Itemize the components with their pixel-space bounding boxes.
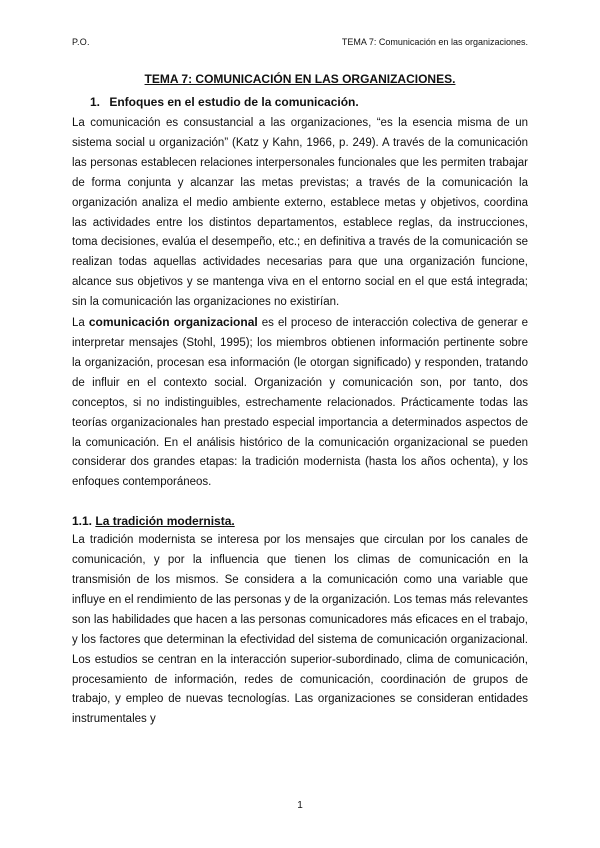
spacer xyxy=(72,493,528,512)
document-title: TEMA 7: COMUNICACIÓN EN LAS ORGANIZACIONES. xyxy=(144,72,456,86)
subsection-number: 1.1. xyxy=(72,514,93,529)
subsection-heading xyxy=(72,512,528,531)
header-left: P.O. xyxy=(72,37,90,47)
section-heading xyxy=(72,93,528,112)
section-heading-text: Enfoques en el estudio de la comunicación. xyxy=(109,95,359,109)
subsection-heading-text: La tradición modernista. xyxy=(95,514,235,529)
section-number: 1. xyxy=(90,95,101,109)
paragraph-2 xyxy=(72,313,528,493)
paragraph-2-bold-term: comunicación organizacional xyxy=(88,315,258,330)
paragraph-1: La comunicación es consustancial a las organizaciones, “es la esencia misma de un sistema social u organización” (Katz y Kahn, 1966, p. 249). A través de la comunicación las personas establecen relaciones interpersonales funcionales que les permiten trabajar de forma conjunta y alcanzar las metas previstas; a través de la comunicación la organización analiza el medio ambiente externo, establece metas y objetivos, coordina las actividades entre los distintos departamentos, establece reglas, da instrucciones, toma decisiones, evalúa el desempeño, etc.; en definitiva a través de la comunicación se realizan todas aquellas actividades necesarias para que una organización funcione, alcance sus objetivos y se mantenga viva en el entorno social en el que está integrada; sin la comunicación las organizaciones no existirían. xyxy=(72,117,528,309)
document-body xyxy=(72,70,528,730)
paragraph-2-lead: La xyxy=(72,317,85,330)
paragraph-3: La tradición modernista se interesa por los mensajes que circulan por los canales de comunicación, y por la influencia que tienen los climas de comunicación en la transmisión de los mismos. Se considera a la comunicación como una variable que influye en el rendimiento de las personas y de la organización. Los temas más relevantes son las habilidades que hacen a las personas comunicadores más eficaces en el trabajo, y los factores que determinan la efectividad del sistema de comunicación organizacional. Los estudios se centran en la interacción superior-subordinado, clima de comunicación, procesamiento de información, redes de comunicación, coordinación de grupos de trabajo, y empleo de nuevas tecnologías. Las organizaciones se consideran entidades instrumentales y xyxy=(72,534,528,726)
page-number: 1 xyxy=(297,800,303,811)
paragraph-2-rest: es el proceso de interacción colectiva de generar e interpretar mensajes (Stohl, 1995); los miembros obtienen información pertinente sobre la organización, procesan esa información (le otorgan significado) y responden, tratando de influir en el contexto social. Organización y comunicación son, por tanto, dos conceptos, si no indistinguibles, estrechamente relacionados. Prácticamente todas las teorías organizacionales han prestado especial importancia a determinados aspectos de la comunicación. En el análisis histórico de la comunicación organizacional se pueden considerar dos grandes etapas: la tradición modernista (hasta los años ochenta), y los enfoques contemporáneos. xyxy=(72,317,529,489)
header-right: TEMA 7: Comunicación en las organizaciones. xyxy=(341,37,528,47)
